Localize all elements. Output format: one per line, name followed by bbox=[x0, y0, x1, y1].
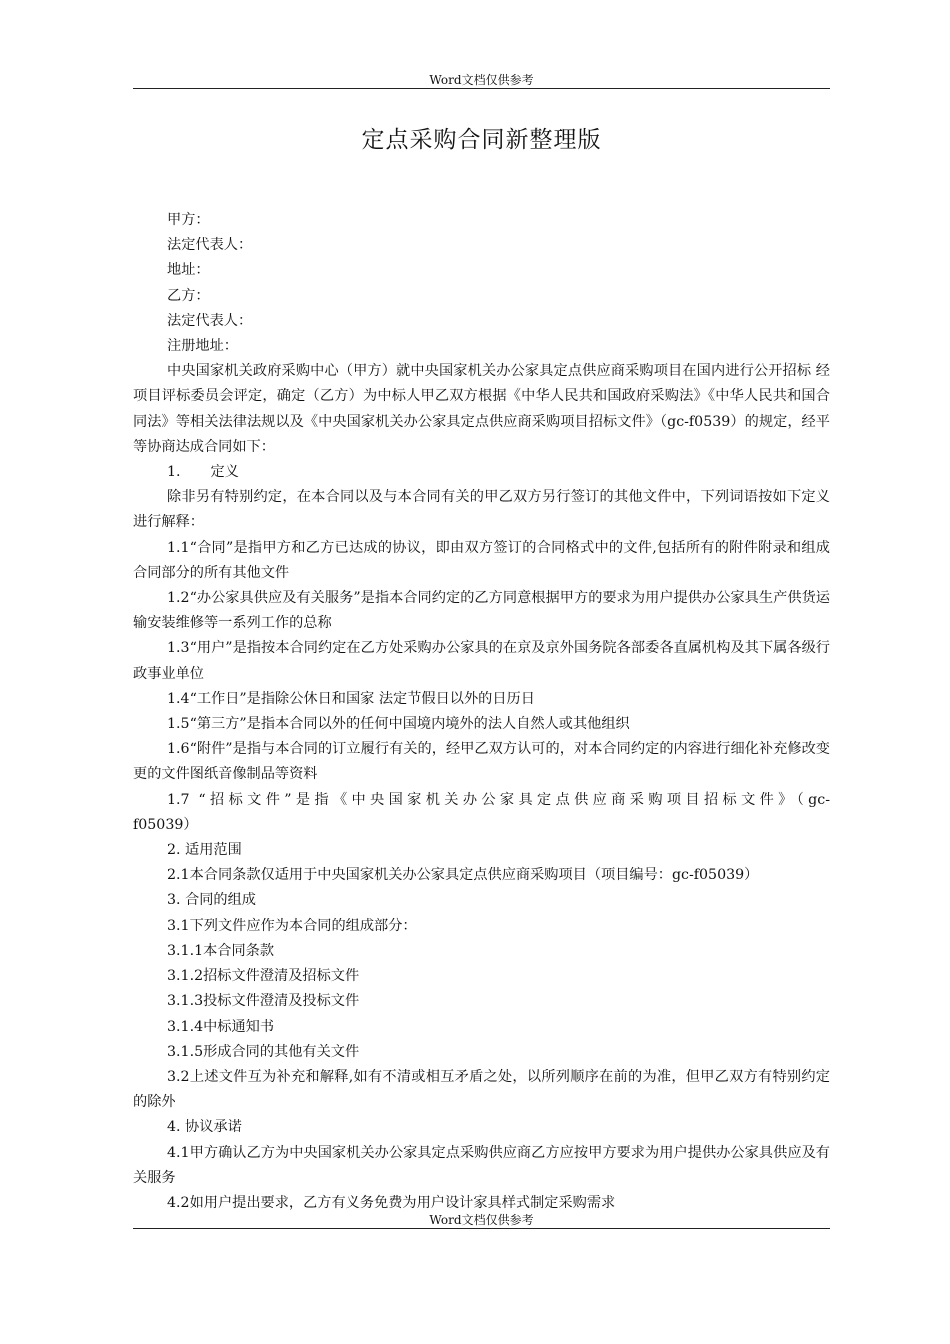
party-b-address-label: 注册地址： bbox=[167, 338, 238, 355]
section-1-number: 1. bbox=[167, 464, 181, 481]
clause-3-2: 3.2上述文件互为补充和解释,如有不清或相互矛盾之处，以所列顺序在前的为准，但甲乙双方有特别约定的除外 bbox=[133, 1068, 830, 1111]
clause-2-1: 2.1本合同条款仅适用于中央国家机关办公家具定点供应商采购项目（项目编号：gc-f05039） bbox=[167, 867, 759, 884]
party-a-rep-label: 法定代表人： bbox=[167, 237, 253, 254]
clause-1-7: 1.7 “招标文件”是指《中央国家机关办公家具定点供应商采购项目招标文件》（gc- bbox=[167, 791, 830, 808]
section-1-heading bbox=[133, 460, 830, 485]
preamble-paragraph: 中央国家机关政府采购中心（甲方）就中央国家机关办公家具定点供应商采购项目在国内进行公开招标 经项目评标委员会评定，确定（乙方）为中标人甲乙双方根据《中华人民共和国政府采购法》《中华人民共和国合同法》等相关法律法规以及《中央国家机关办公家具定点供应商采购项目招标文件》（gc-f0539）的规定，经平等协商达成合同如下： bbox=[133, 363, 830, 455]
clause-3-1-3: 3.1.3投标文件澄清及投标文件 bbox=[167, 993, 360, 1010]
page-header: Word文档仅供参考 bbox=[429, 73, 534, 87]
clause-1-2: 1.2“办公家具供应及有关服务”是指本合同约定的乙方同意根据甲方的要求为用户提供办公家具生产供货运输安装维修等一系列工作的总称 bbox=[133, 590, 830, 632]
clause-3-1-1: 3.1.1本合同条款 bbox=[167, 942, 275, 959]
definitions-intro: 除非另有特别约定，在本合同以及与本合同有关的甲乙双方另行签订的其他文件中，下列词语按如下定义进行解释： bbox=[133, 489, 830, 531]
party-a-address-label: 地址： bbox=[167, 262, 210, 279]
clause-3-1-2: 3.1.2招标文件澄清及招标文件 bbox=[167, 968, 360, 985]
section-1-title: 定义 bbox=[210, 464, 239, 481]
clause-1-5: 1.5“第三方”是指本合同以外的任何中国境内境外的法人自然人或其他组织 bbox=[167, 716, 630, 733]
clause-3-1: 3.1下列文件应作为本合同的组成部分： bbox=[167, 917, 417, 934]
clause-1-1: 1.1“合同”是指甲方和乙方已达成的协议，即由双方签订的合同格式中的文件,包括所有的附件附录和组成合同部分的所有其他文件 bbox=[133, 539, 830, 581]
section-3-heading: 3. 合同的组成 bbox=[167, 892, 256, 909]
clause-4-1: 4.1甲方确认乙方为中央国家机关办公家具定点采购供应商乙方应按甲方要求为用户提供办公家具供应及有关服务 bbox=[133, 1144, 830, 1186]
clause-1-7-continued: f05039） bbox=[133, 816, 198, 833]
document-title: 定点采购合同新整理版 bbox=[361, 127, 602, 153]
header-rule bbox=[133, 88, 830, 89]
section-4-heading: 4. 协议承诺 bbox=[167, 1119, 242, 1136]
clause-4-2: 4.2如用户提出要求，乙方有义务免费为用户设计家具样式制定采购需求 bbox=[167, 1194, 616, 1211]
section-2-heading: 2. 适用范围 bbox=[167, 842, 242, 859]
page-footer: Word文档仅供参考 bbox=[429, 1213, 534, 1227]
footer-rule bbox=[133, 1228, 830, 1229]
party-b-label: 乙方： bbox=[167, 287, 210, 304]
clause-3-1-4: 3.1.4中标通知书 bbox=[167, 1018, 275, 1035]
clause-1-3: 1.3“用户”是指按本合同约定在乙方处采购办公家具的在京及京外国务院各部委各直属机构及其下属各级行政事业单位 bbox=[133, 640, 830, 682]
clause-1-4: 1.4“工作日”是指除公休日和国家 法定节假日以外的日历日 bbox=[167, 690, 535, 707]
document-body bbox=[133, 208, 830, 1216]
clause-1-6: 1.6“附件”是指与本合同的订立履行有关的，经甲乙双方认可的，对本合同约定的内容进行细化补充修改变更的文件图纸音像制品等资料 bbox=[133, 741, 830, 783]
party-b-rep-label: 法定代表人： bbox=[167, 312, 253, 329]
party-a-label: 甲方： bbox=[167, 212, 210, 228]
clause-3-1-5: 3.1.5形成合同的其他有关文件 bbox=[167, 1043, 360, 1060]
